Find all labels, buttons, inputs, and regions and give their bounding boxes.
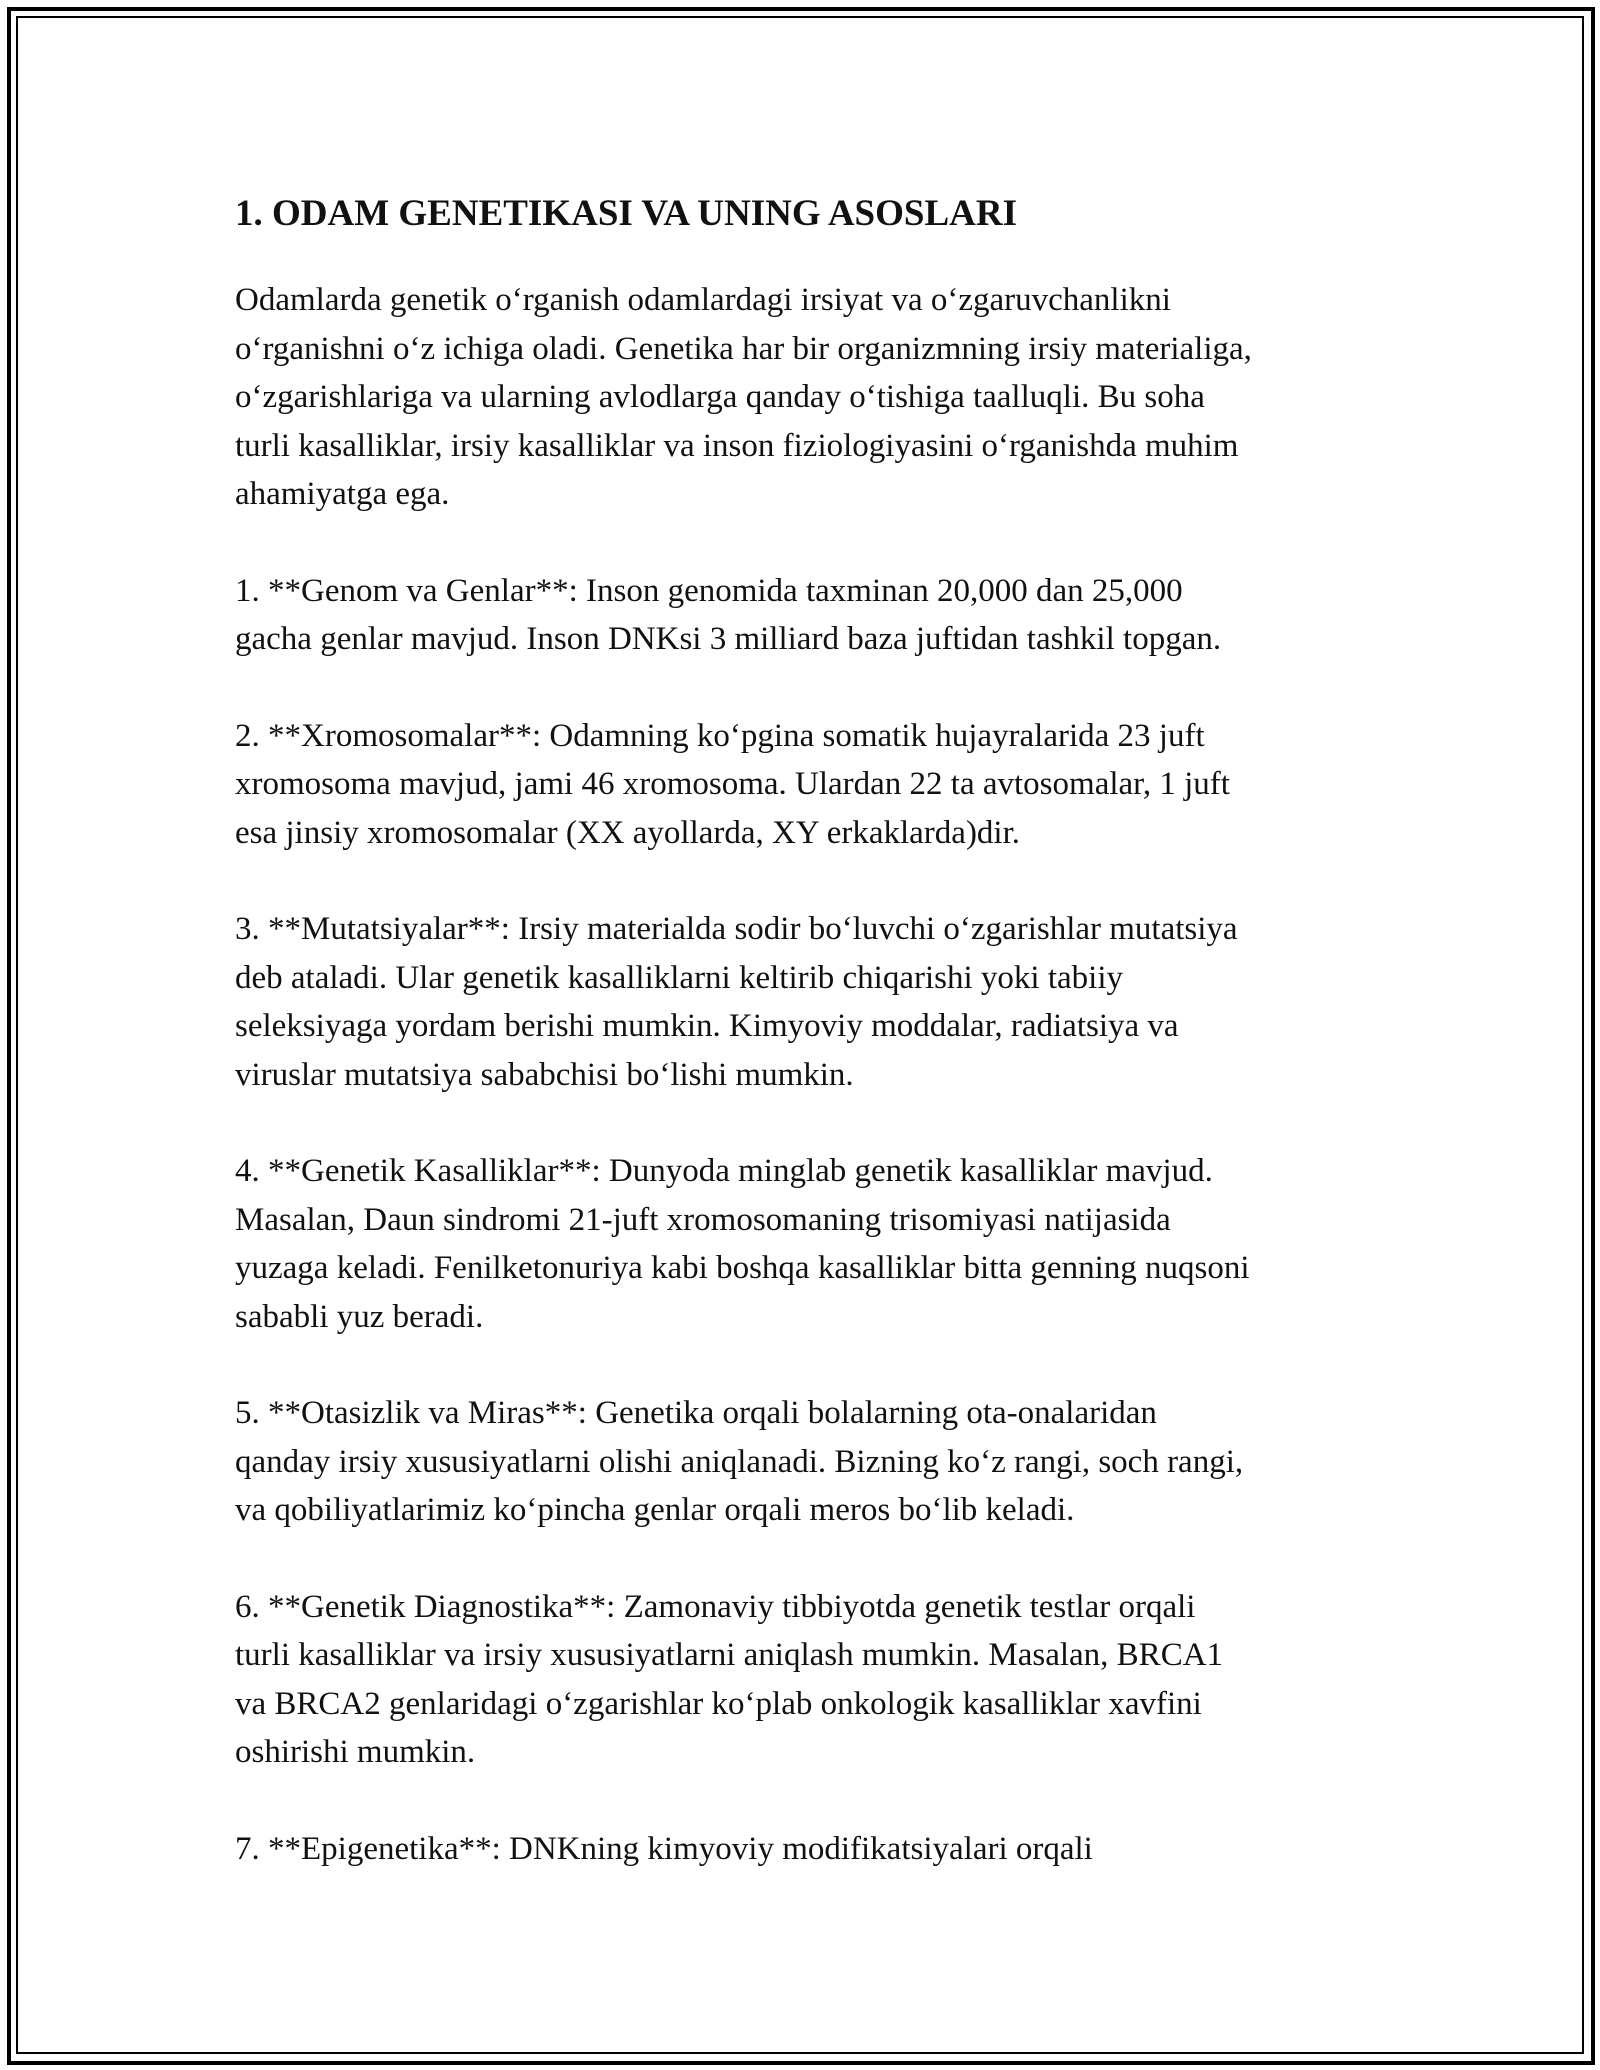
text-line: viruslar mutatsiya sababchisi boʻlishi mumkin. [235, 1056, 854, 1093]
text-line: 3. **Mutatsiyalar**: Irsiy materialda sodir boʻluvchi oʻzgarishlar mutatsiya [235, 911, 1238, 947]
text-line: Odamlarda genetik oʻrganish odamlardagi irsiyat va oʻzgaruvchanlikni [235, 282, 1171, 318]
text-line: turli kasalliklar va irsiy xususiyatlarni aniqlash mumkin. Masalan, BRCA1 [235, 1637, 1224, 1673]
text-line: seleksiyaga yordam berishi mumkin. Kimyoviy moddalar, radiatsiya va [235, 1008, 1179, 1044]
text-line: ahamiyatga ega. [235, 476, 450, 512]
item-otasizlik-va-miras [235, 1389, 1385, 1535]
document-page [235, 182, 1385, 1873]
text-line: va BRCA2 genlaridagi oʻzgarishlar koʻplab onkologik kasalliklar xavfini [235, 1685, 1202, 1722]
item-xromosomalar [235, 712, 1385, 858]
item-epigenetika [235, 1825, 1385, 1874]
intro-paragraph [235, 276, 1385, 519]
text-line: va qobiliyatlarimiz koʻpincha genlar orqali meros boʻlib keladi. [235, 1492, 1075, 1528]
text-line: 7. **Epigenetika**: DNKning kimyoviy modifikatsiyalari orqali [235, 1830, 1093, 1867]
text-line: sababli yuz beradi. [235, 1298, 484, 1335]
text-line: 2. **Xromosomalar**: Odamning koʻpgina somatik hujayralarida 23 juft [235, 717, 1205, 754]
text-line: 1. **Genom va Genlar**: Inson genomida taxminan 20,000 dan 25,000 [235, 572, 1183, 609]
text-line: oʻrganishni oʻz ichiga oladi. Genetika har bir organizmning irsiy materialiga, [235, 330, 1252, 367]
item-genom-va-genlar [235, 567, 1385, 664]
text-line: yuzaga keladi. Fenilketonuriya kabi boshqa kasalliklar bitta genning nuqsoni [235, 1250, 1250, 1286]
text-line: turli kasalliklar, irsiy kasalliklar va inson fiziologiyasini oʻrganishda muhim [235, 427, 1239, 464]
item-genetik-diagnostika [235, 1583, 1385, 1777]
document-title: 1. ODAM GENETIKASI VA UNING ASOSLARI [235, 193, 1017, 234]
text-line: oshirishi mumkin. [235, 1734, 476, 1770]
text-line: Masalan, Daun sindromi 21-juft xromosomaning trisomiyasi natijasida [235, 1201, 1171, 1238]
text-line: oʻzgarishlariga va ularning avlodlarga qanday oʻtishiga taalluqli. Bu soha [235, 379, 1205, 415]
text-line: esa jinsiy xromosomalar (XX ayollarda, XY erkaklarda)dir. [235, 814, 1021, 851]
item-mutatsiyalar [235, 905, 1385, 1099]
text-line: 4. **Genetik Kasalliklar**: Dunyoda minglab genetik kasalliklar mavjud. [235, 1153, 1213, 1189]
text-line: 6. **Genetik Diagnostika**: Zamonaviy tibbiyotda genetik testlar orqali [235, 1588, 1196, 1625]
text-line: gacha genlar mavjud. Inson DNKsi 3 milliard baza juftidan tashkil topgan. [235, 621, 1222, 657]
item-genetik-kasalliklar [235, 1147, 1385, 1341]
text-line: 5. **Otasizlik va Miras**: Genetika orqali bolalarning ota-onalaridan [235, 1395, 1157, 1431]
text-line: xromosoma mavjud, jami 46 xromosoma. Ulardan 22 ta avtosomalar, 1 juft [235, 766, 1230, 802]
text-line: qanday irsiy xususiyatlarni olishi aniqlanadi. Bizning koʻz rangi, soch rangi, [235, 1443, 1244, 1480]
text-line: deb ataladi. Ular genetik kasalliklarni keltirib chiqarishi yoki tabiiy [235, 959, 1123, 996]
